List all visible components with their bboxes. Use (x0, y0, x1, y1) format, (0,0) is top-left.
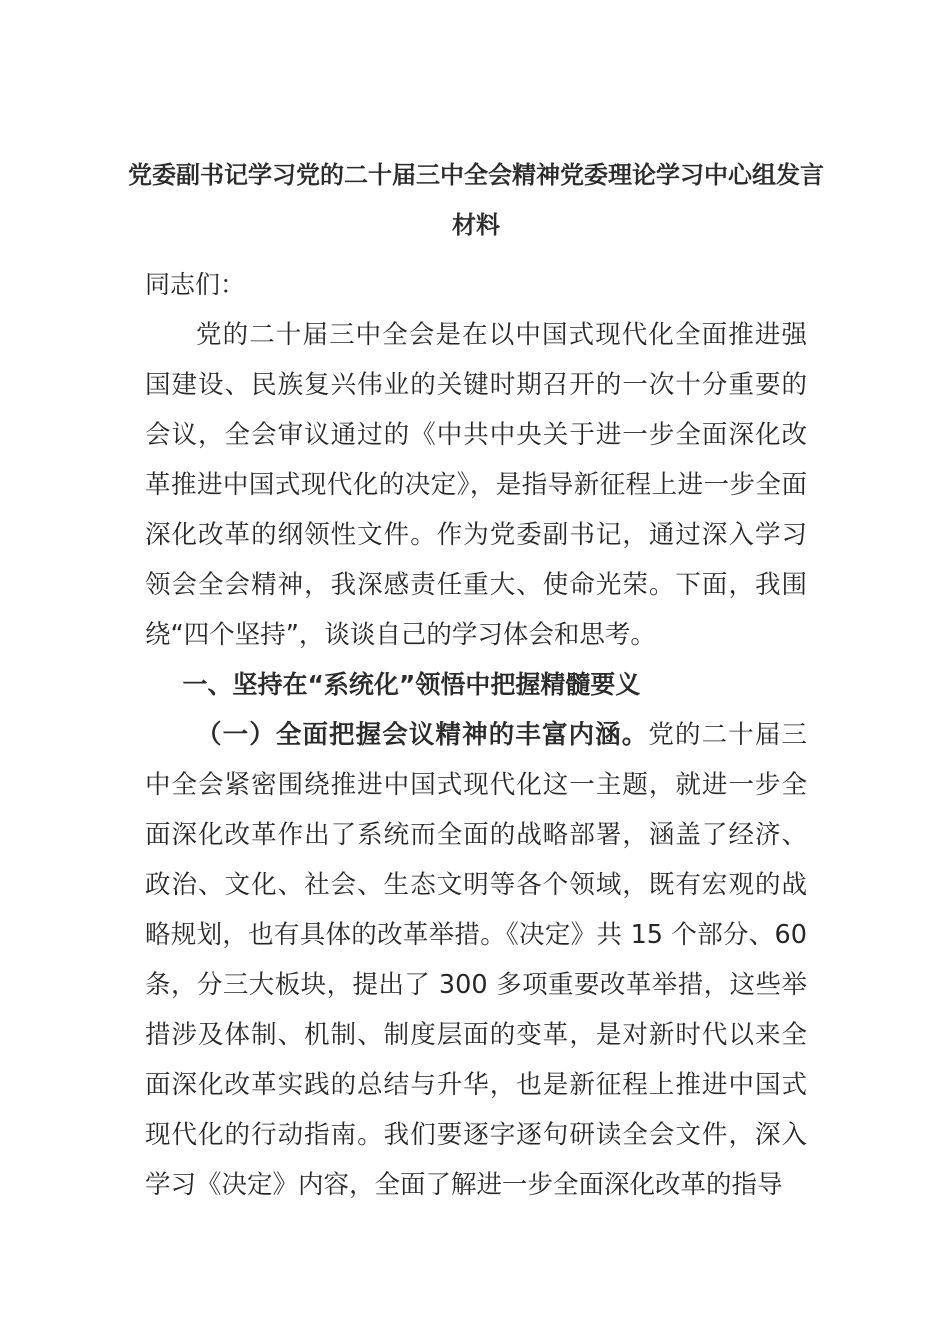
document-title: 党委副书记学习党的二十届三中全会精神党委理论学习中心组发言材料 (128, 161, 824, 239)
subsection-1-body: 党的二十届三中全会紧密围绕推进中国式现代化这一主题，就进一步全面深化改革作出了系统而全面的战略部署，涵盖了经济、政治、文化、社会、生态文明等各个领域，既有宏观的战略规划，也有具体的改革举措。《决定》共 15 个部分、60 条，分三大板块，提出了 300 多项重要改革举措，这些举措涉及体制、机制、制度层面的变革，是对新时代以来全面深化改革实践的总结与升华，也是新征程上推进中国式现代化的行动指南。我们要逐字逐句研读全会文件，深入学习《决定》内容，全面了解进一步全面深化改革的指导 (145, 720, 807, 1200)
section-1-heading: 一、坚持在“系统化”领悟中把握精髓要义 (182, 670, 641, 699)
subsection-1-paragraph (145, 710, 807, 1210)
document-page (128, 150, 824, 1210)
salutation: 同志们： (145, 270, 246, 299)
intro-paragraph: 党的二十届三中全会是在以中国式现代化全面推进强国建设、民族复兴伟业的关键时期召开的一次十分重要的会议，全会审议通过的《中共中央关于进一步全面深化改革推进中国式现代化的决定》，是指导新征程上进一步全面深化改革的纲领性文件。作为党委副书记，通过深入学习领会全会精神，我深感责任重大、使命光荣。下面，我围绕“四个坚持”，谈谈自己的学习体会和思考。 (145, 320, 807, 650)
subsection-1-lead: （一）全面把握会议精神的丰富内涵。 (196, 720, 649, 750)
